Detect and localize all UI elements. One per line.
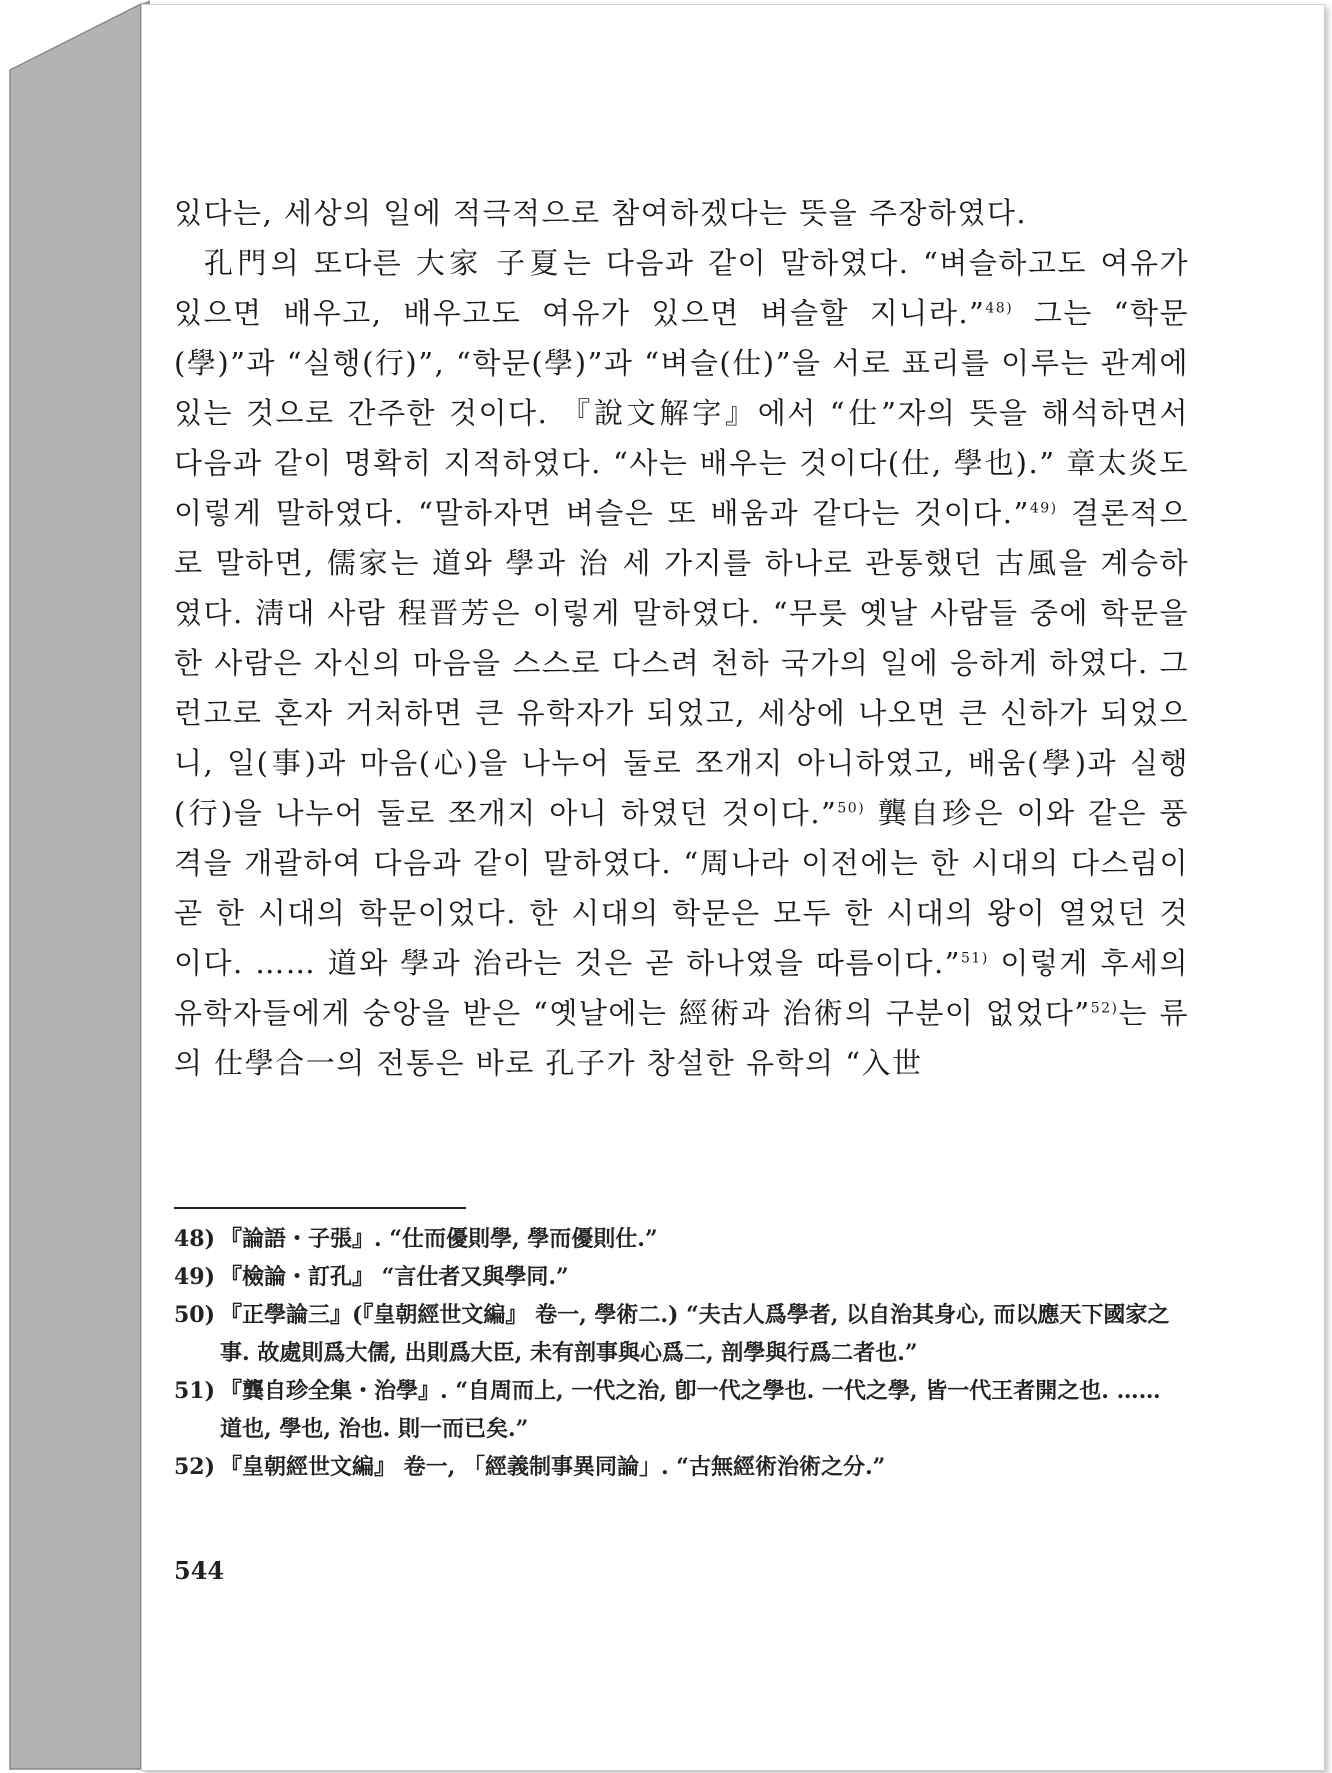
footnote-text: 『皇朝經世文編』 卷一, 「經義制事異同論」. “古無經術治術之分.” <box>220 1454 886 1480</box>
footnote-text: 『正學論三』(『皇朝經世文編』 卷一, 學術二.) “夫古人爲學者, 以自治其身心, 而以應天下國家之事. 故處則爲大儒, 出則爲大臣, 未有剖事與心爲二, 剖學與行爲二者也.” <box>220 1302 1170 1366</box>
footnote-ref: 50) <box>837 800 866 817</box>
footnote-number: 52) <box>174 1454 216 1480</box>
footnote-number: 49) <box>174 1264 216 1290</box>
text-run: 그는 “학문(學)”과 “실행(行)”, “학문(學)”과 “벼슬(仕)”을 서로 표리를 이루는 관계에 있는 것으로 간주한 것이다. 『說文解字』에서 “仕”자의 뜻을 해석하면서 다음과 같이 명확히 지적하였다. “사는 배우는 것이다(仕, 學也).” 章太炎도 이렇게 말하였다. “말하자면 벼슬은 또 배움과 같다는 것이다.” <box>174 296 1189 530</box>
main-text <box>174 188 1189 1088</box>
footnote <box>174 1448 1189 1486</box>
footnote <box>174 1372 1189 1448</box>
footnote <box>174 1258 1189 1296</box>
text-run: 이렇게 후세의 유학자들에게 숭앙을 받은 “옛날에는 經術과 治術의 구분이 없었다” <box>174 946 1190 1030</box>
paragraph <box>174 188 1189 238</box>
footnote <box>174 1220 1189 1258</box>
footnote-ref: 48) <box>985 300 1014 317</box>
footnote-text: 『檢論・訂孔』 “言仕者又與學同.” <box>220 1264 569 1290</box>
footnote-number: 50) <box>174 1302 216 1328</box>
page-number: 544 <box>174 1556 225 1585</box>
text-run: 있다는, 세상의 일에 적극적으로 참여하겠다는 뜻을 주장하였다. <box>174 196 1028 230</box>
footnote-number: 48) <box>174 1226 216 1252</box>
text-run: 결론적으로 말하면, 儒家는 道와 學과 治 세 가지를 하나로 관통했던 古風을 계승하였다. 淸대 사람 程晋芳은 이렇게 말하였다. “무릇 옛날 사람들 중에 학문을 한 사람은 자신의 마음을 스스로 다스려 천하 국가의 일에 응하게 하였다. 그런고로 혼자 거처하면 큰 유학자가 되었고, 세상에 나오면 큰 신하가 되었으니, 일(事)과 마음(心)을 나누어 둘로 쪼개지 아니하였고, 배움(學)과 실행(行)을 나누어 둘로 쪼개지 아니 하였던 것이다.” <box>174 496 1190 830</box>
footnote-ref: 52) <box>1090 1000 1119 1017</box>
footnote-ref: 51) <box>961 950 989 967</box>
footnote <box>174 1296 1189 1372</box>
footnotes <box>174 1220 1189 1486</box>
text-run: 孔門의 또다른 大家 子夏는 다음과 같이 말하였다. “벼슬하고도 여유가 있으면 배우고, 배우고도 여유가 있으면 벼슬할 지니라.” <box>174 246 1189 330</box>
footnote-ref: 49) <box>1029 500 1058 517</box>
paragraph <box>174 238 1189 1088</box>
footnote-number: 51) <box>174 1378 216 1404</box>
footnote-divider <box>174 1207 466 1209</box>
text-run: 龔自珍은 이와 같은 풍격을 개괄하여 다음과 같이 말하였다. “周나라 이전에는 한 시대의 다스림이 곧 한 시대의 학문이었다. 한 시대의 학문은 모두 한 시대의 왕이 열었던 것이다. …… 道와 學과 治라는 것은 곧 하나였을 따름이다.” <box>174 796 1189 980</box>
footnote-text: 『論語・子張』. “仕而優則學, 學而優則仕.” <box>220 1226 658 1252</box>
footnote-text: 『龔自珍全集・治學』. “自周而上, 一代之治, 卽一代之學也. 一代之學, 皆一代王者開之也. …… 道也, 學也, 治也. 則一而已矣.” <box>220 1378 1161 1442</box>
text-run: 는 류의 仕學合一의 전통은 바로 孔子가 창설한 유학의 “入世 <box>174 996 1189 1080</box>
